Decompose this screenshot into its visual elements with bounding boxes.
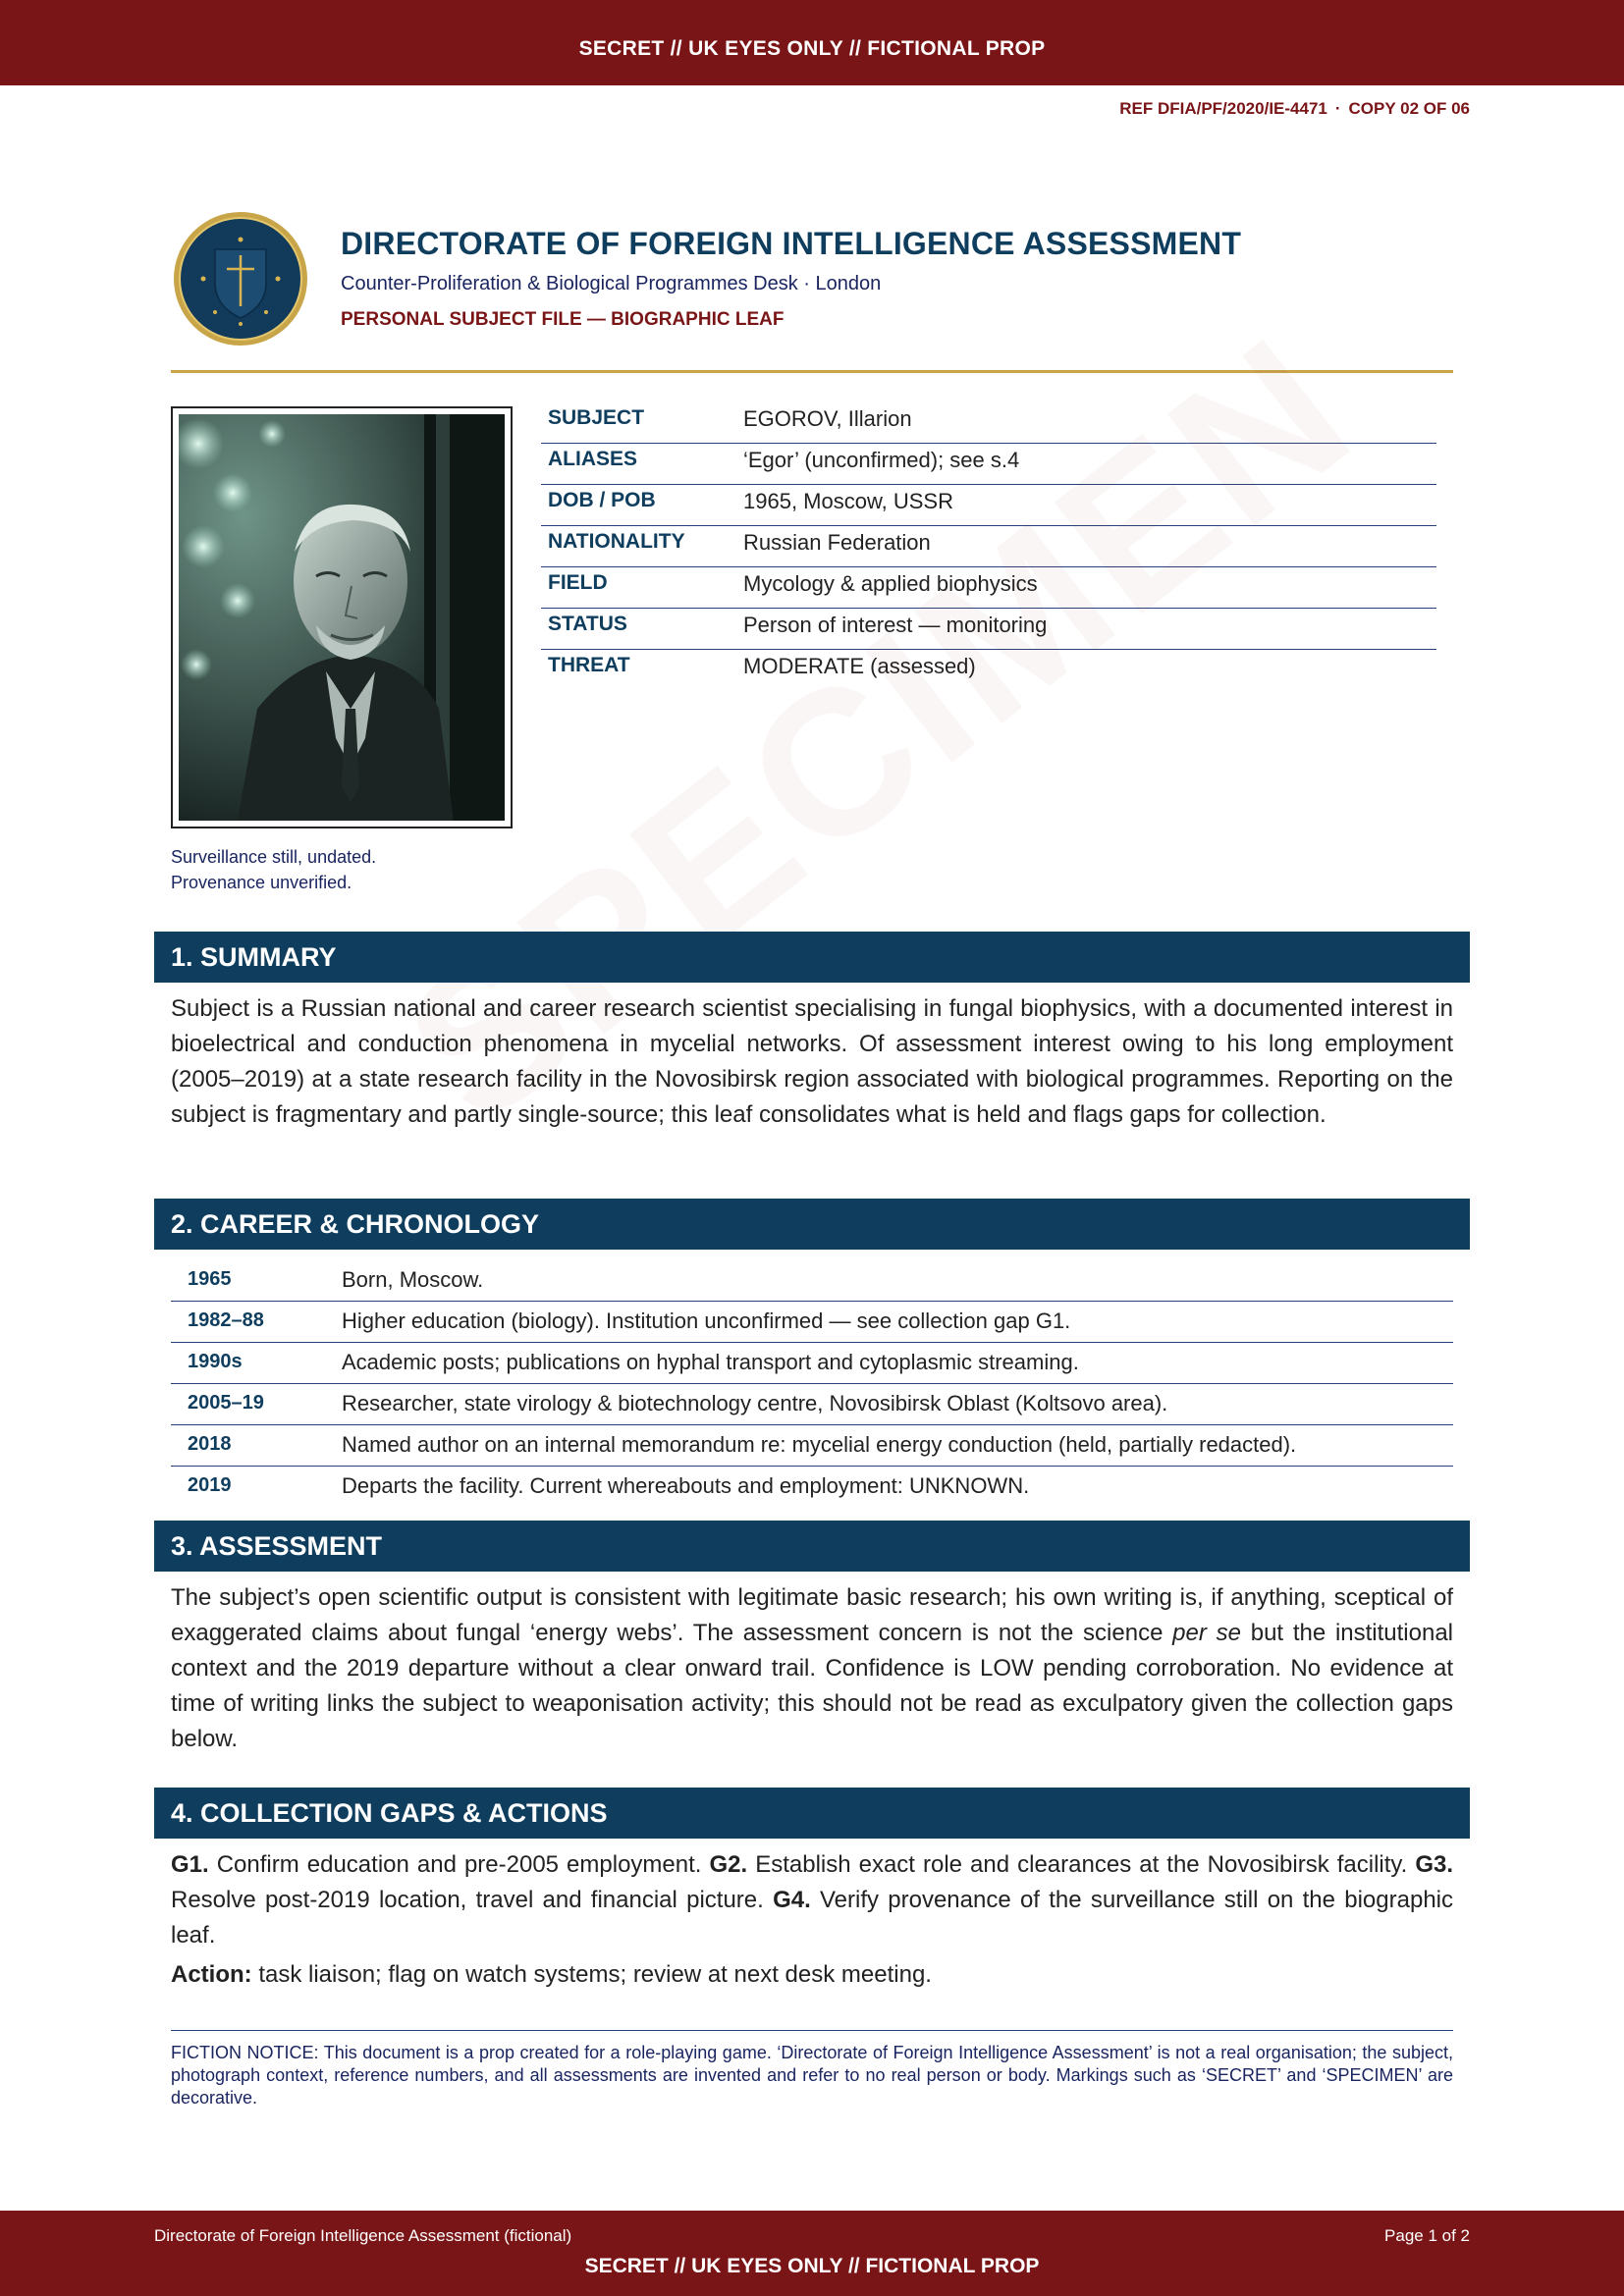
- assessment-text: [171, 1580, 1453, 1757]
- classification-banner-top: [0, 0, 1624, 85]
- copy-number: COPY 02 OF 06: [1348, 99, 1470, 118]
- chronology-event: Named author on an internal memorandum re: mycelial energy conduction (held, partially redacted).: [342, 1432, 1297, 1457]
- chronology-row: [171, 1343, 1453, 1384]
- photo-caption: [171, 844, 376, 895]
- gap-text: Establish exact role and clearances at the Novosibirsk facility.: [747, 1851, 1416, 1878]
- chronology-event: Departs the facility. Current whereabouts and employment: UNKNOWN.: [342, 1473, 1030, 1498]
- header-divider: [171, 370, 1453, 373]
- assessment-text-part: but the institutional context and the 2019 departure without a clear onward trail. Confidence is LOW pending corroboration. No evidence at time of writing links the subject to weaponisation activity; this should not be read as exculpatory given the collection gaps below.: [171, 1620, 1454, 1752]
- field-row-dob-pob: [541, 485, 1436, 526]
- gap-text: Resolve post-2019 location, travel and financial picture.: [171, 1887, 774, 1913]
- subject-photo: [179, 414, 505, 821]
- fiction-notice: FICTION NOTICE: This document is a prop created for a role-playing game. ‘Directorate of Foreign Intelligence Assessment’ is not a real organisation; the subject, photograph context, reference numbers, and all assessments are invented and refer to no real person or body. Markings such as ‘SECRET’ and ‘SPECIMEN’ are decorative.: [171, 2043, 1453, 2108]
- classification-marking: SECRET // UK EYES ONLY // FICTIONAL PROP: [578, 37, 1046, 60]
- gap-id: G1.: [171, 1851, 209, 1878]
- field-label: STATUS: [548, 613, 627, 635]
- classification-banner-bottom: [0, 2211, 1624, 2296]
- photo-caption-line: Surveillance still, undated.: [171, 847, 377, 867]
- chronology-year: 2018: [188, 1433, 232, 1455]
- subject-photo-frame: [171, 406, 513, 828]
- action-text: task liaison; flag on watch systems; review at next desk meeting.: [251, 1961, 932, 1988]
- field-label: FIELD: [548, 571, 608, 594]
- section-heading-gaps: 4. COLLECTION GAPS & ACTIONS: [154, 1788, 1470, 1839]
- field-value: 1965, Moscow, USSR: [743, 489, 953, 513]
- chronology-year: 1965: [188, 1268, 232, 1290]
- field-value: ‘Egor’ (unconfirmed); see s.4: [743, 448, 1020, 472]
- section-heading-career: 2. CAREER & CHRONOLOGY: [154, 1199, 1470, 1250]
- field-row-threat: [541, 650, 1436, 691]
- gap-text: Verify provenance of the surveillance still on the biographic leaf.: [171, 1887, 1453, 1949]
- field-value: Russian Federation: [743, 530, 931, 555]
- field-row-aliases: [541, 444, 1436, 485]
- chronology-row: [171, 1384, 1453, 1425]
- classification-marking: SECRET // UK EYES ONLY // FICTIONAL PROP: [584, 2255, 1040, 2277]
- field-label: ALIASES: [548, 448, 638, 470]
- field-label: SUBJECT: [548, 406, 645, 429]
- field-label: NATIONALITY: [548, 530, 685, 553]
- field-row-nationality: [541, 526, 1436, 567]
- chronology-year: 2019: [188, 1474, 232, 1496]
- crest-seal-icon: [174, 212, 307, 346]
- reference-separator: ·: [1334, 99, 1341, 118]
- chronology-row: [171, 1467, 1453, 1508]
- subject-fields-table: [541, 402, 1436, 691]
- gap-id: G2.: [709, 1851, 748, 1878]
- chronology-table: [171, 1260, 1453, 1508]
- chronology-row: [171, 1302, 1453, 1343]
- notice-divider: [171, 2030, 1453, 2031]
- photo-caption-line: Provenance unverified.: [171, 873, 352, 892]
- gap-id: G4.: [773, 1887, 811, 1913]
- assessment-emphasis: per se: [1172, 1620, 1241, 1646]
- reference-line: [1119, 99, 1470, 119]
- chronology-event: Born, Moscow.: [342, 1267, 484, 1292]
- field-value: Person of interest — monitoring: [743, 613, 1048, 637]
- section-heading-summary: 1. SUMMARY: [154, 932, 1470, 983]
- chronology-event: Higher education (biology). Institution unconfirmed — see collection gap G1.: [342, 1308, 1071, 1333]
- field-label: DOB / POB: [548, 489, 656, 511]
- summary-text: Subject is a Russian national and career research scientist specialising in fungal biophysics, with a documented interest in bioelectrical and conduction phenomena in mycelial networks. Of assessment interest owing to his long employment (2005–2019) at a state research facility in the Novosibirsk region associated with biological programmes. Reporting on the subject is fragmentary and partly single-source; this leaf consolidates what is held and flags gaps for collection.: [171, 995, 1453, 1128]
- chronology-year: 2005–19: [188, 1392, 264, 1414]
- assessment-text-part: The subject’s open scientific output is consistent with legitimate basic research; his own writing is, if anything, sceptical of exaggerated claims about fungal ‘energy webs’. The assessment concern is not the science: [171, 1584, 1453, 1646]
- chronology-year: 1982–88: [188, 1309, 264, 1331]
- field-row-subject: [541, 402, 1436, 444]
- section-heading-assessment: 3. ASSESSMENT: [154, 1521, 1470, 1572]
- chronology-row: [171, 1260, 1453, 1302]
- footer-organisation: Directorate of Foreign Intelligence Assessment (fictional): [154, 2226, 572, 2245]
- reference-number: REF DFIA/PF/2020/IE-4471: [1119, 99, 1327, 118]
- field-value: EGOROV, Illarion: [743, 406, 912, 431]
- field-label: THREAT: [548, 654, 630, 676]
- gap-text: Confirm education and pre-2005 employment.: [208, 1851, 710, 1878]
- agency-title: DIRECTORATE OF FOREIGN INTELLIGENCE ASSESSMENT: [341, 226, 1242, 261]
- page-number: Page 1 of 2: [1384, 2226, 1470, 2245]
- collection-gaps-text: [171, 1847, 1453, 1953]
- gap-id: G3.: [1415, 1851, 1454, 1878]
- chronology-row: [171, 1425, 1453, 1467]
- field-row-field: [541, 567, 1436, 609]
- action-label: Action:: [171, 1961, 252, 1988]
- field-row-status: [541, 609, 1436, 650]
- action-line: [171, 1957, 932, 1993]
- chronology-year: 1990s: [188, 1351, 243, 1372]
- file-type-label: PERSONAL SUBJECT FILE — BIOGRAPHIC LEAF: [341, 309, 785, 330]
- field-value: MODERATE (assessed): [743, 654, 976, 678]
- chronology-event: Academic posts; publications on hyphal transport and cytoplasmic streaming.: [342, 1350, 1079, 1374]
- field-value: Mycology & applied biophysics: [743, 571, 1038, 596]
- chronology-event: Researcher, state virology & biotechnology centre, Novosibirsk Oblast (Koltsovo area).: [342, 1391, 1168, 1415]
- desk-subtitle: Counter-Proliferation & Biological Programmes Desk · London: [341, 273, 882, 294]
